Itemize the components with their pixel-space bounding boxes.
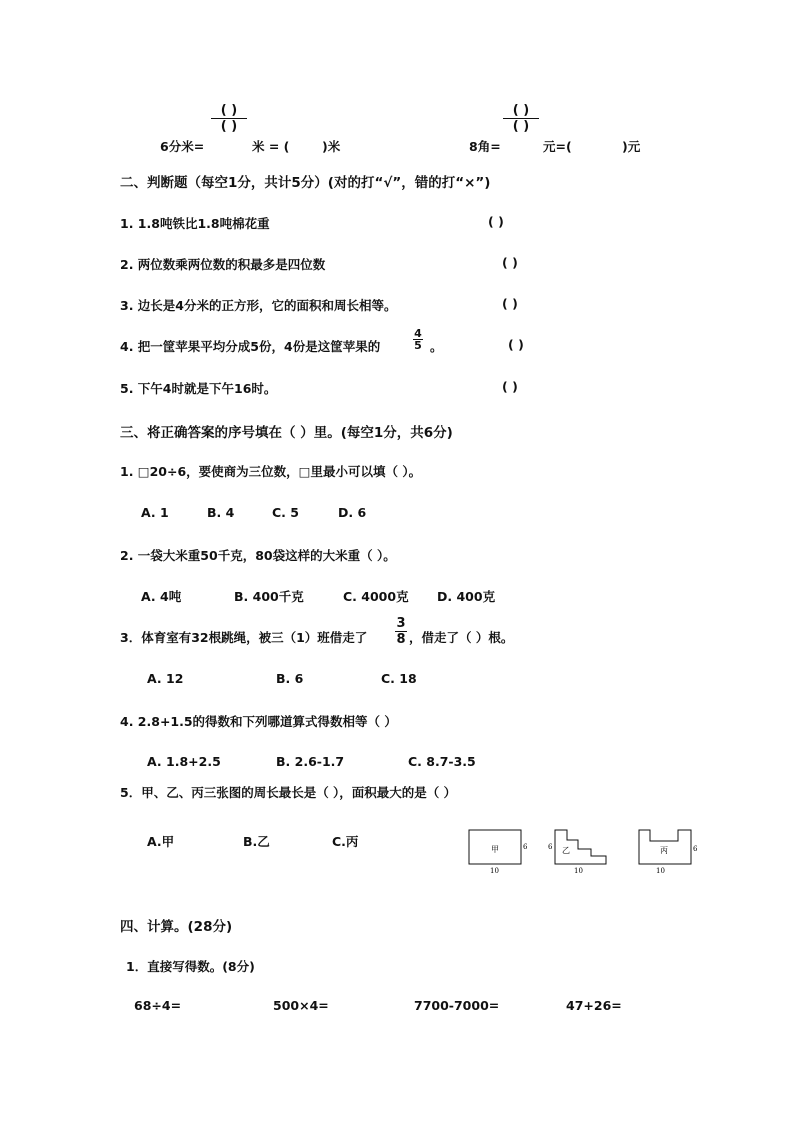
conv-right-prefix: 8角= bbox=[469, 139, 501, 154]
judge-answer-4[interactable]: ( ) bbox=[508, 337, 524, 352]
choice-q4-option-a[interactable]: A. 1.8+2.5 bbox=[147, 754, 221, 769]
choice-q3-fraction: 3 8 bbox=[396, 616, 406, 647]
choice-q3-text: 3．体育室有32根跳绳，被三（1）班借走了 bbox=[120, 630, 368, 645]
choice-q4: 4. 2.8+1.5的得数和下列哪道算式得数相等（ ） bbox=[120, 714, 397, 729]
conv-right-mid: 元=( bbox=[543, 139, 572, 154]
calc-problem-1[interactable]: 68÷4= bbox=[134, 998, 182, 1013]
choice-q4-option-b[interactable]: B. 2.6-1.7 bbox=[276, 754, 345, 769]
choice-q5-option-b[interactable]: B.乙 bbox=[243, 834, 270, 849]
figure-yi-width: 10 bbox=[574, 867, 583, 875]
choice-q2-option-a[interactable]: A. 4吨 bbox=[141, 589, 182, 604]
choice-q2-option-b[interactable]: B. 400千克 bbox=[234, 589, 304, 604]
figure-bing-height: 6 bbox=[693, 845, 698, 853]
choice-q5-option-c[interactable]: C.丙 bbox=[332, 834, 359, 849]
calc-problem-3[interactable]: 7700-7000= bbox=[414, 998, 500, 1013]
choice-q1-option-a[interactable]: A. 1 bbox=[141, 505, 169, 520]
conv-left-mid: 米 = ( bbox=[252, 139, 290, 154]
conv-right-fraction: ( ) ( ) bbox=[503, 104, 539, 133]
choice-q5: 5．甲、乙、丙三张图的周长最长是（ ），面积最大的是（ ） bbox=[120, 785, 457, 800]
calc-problem-4[interactable]: 47+26= bbox=[566, 998, 622, 1013]
figure-jia-width: 10 bbox=[490, 867, 499, 875]
judge-item-1: 1. 1.8吨铁比1.8吨棉花重 bbox=[120, 216, 270, 231]
judge-item-4-end: 。 bbox=[430, 339, 443, 354]
choice-q5-option-a[interactable]: A.甲 bbox=[147, 834, 175, 849]
choice-q4-option-c[interactable]: C. 8.7-3.5 bbox=[408, 754, 476, 769]
judge-item-2: 2. 两位数乘两位数的积最多是四位数 bbox=[120, 257, 326, 272]
judge-answer-3[interactable]: ( ) bbox=[502, 296, 518, 311]
choice-q1-option-b[interactable]: B. 4 bbox=[207, 505, 235, 520]
choice-q2-option-c[interactable]: C. 4000克 bbox=[343, 589, 409, 604]
choice-q3-option-b[interactable]: B. 6 bbox=[276, 671, 304, 686]
figure-bing-label: 丙 bbox=[660, 846, 668, 855]
judge-item-5: 5. 下午4时就是下午16时。 bbox=[120, 381, 277, 396]
figures-svg bbox=[460, 822, 710, 878]
section4-sub1: 1．直接写得数。(8分) bbox=[126, 959, 255, 974]
judge-item-3: 3. 边长是4分米的正方形，它的面积和周长相等。 bbox=[120, 298, 397, 313]
conv-left-fraction: ( ) ( ) bbox=[211, 104, 247, 133]
judge-answer-2[interactable]: ( ) bbox=[502, 255, 518, 270]
figure-yi-label: 乙 bbox=[562, 846, 570, 855]
judge-item-4-fraction: 4 5 bbox=[414, 327, 422, 352]
judge-answer-5[interactable]: ( ) bbox=[502, 379, 518, 394]
choice-q1-option-d[interactable]: D. 6 bbox=[338, 505, 367, 520]
choice-q3-option-c[interactable]: C. 18 bbox=[381, 671, 417, 686]
choice-q1-option-c[interactable]: C. 5 bbox=[272, 505, 299, 520]
figures-group bbox=[460, 822, 710, 882]
conv-left-suffix: )米 bbox=[322, 139, 341, 154]
figure-jia-height: 6 bbox=[523, 843, 528, 851]
figure-bing-width: 10 bbox=[656, 867, 665, 875]
choice-q3-option-a[interactable]: A. 12 bbox=[147, 671, 184, 686]
section3-title: 三、将正确答案的序号填在（ ）里。(每空1分，共6分) bbox=[120, 425, 453, 441]
judge-item-4-text: 4. 把一筐苹果平均分成5份，4份是这筐苹果的 bbox=[120, 339, 381, 354]
calc-problem-2[interactable]: 500×4= bbox=[273, 998, 329, 1013]
figure-jia-label: 甲 bbox=[491, 845, 499, 854]
section4-title: 四、计算。(28分) bbox=[120, 919, 233, 935]
figure-yi-height: 6 bbox=[548, 843, 553, 851]
choice-q2: 2. 一袋大米重50千克，80袋这样的大米重（ ）。 bbox=[120, 548, 396, 563]
choice-q1: 1. □20÷6，要使商为三位数，□里最小可以填（ ）。 bbox=[120, 464, 422, 479]
choice-q2-option-d[interactable]: D. 400克 bbox=[437, 589, 496, 604]
judge-answer-1[interactable]: ( ) bbox=[488, 214, 504, 229]
conv-right-suffix: )元 bbox=[622, 139, 641, 154]
conv-left-prefix: 6分米= bbox=[160, 139, 205, 154]
choice-q3-end: ，借走了（ ）根。 bbox=[409, 630, 514, 645]
section2-title: 二、判断题（每空1分，共计5分）(对的打“√”，错的打“×”) bbox=[120, 175, 491, 191]
